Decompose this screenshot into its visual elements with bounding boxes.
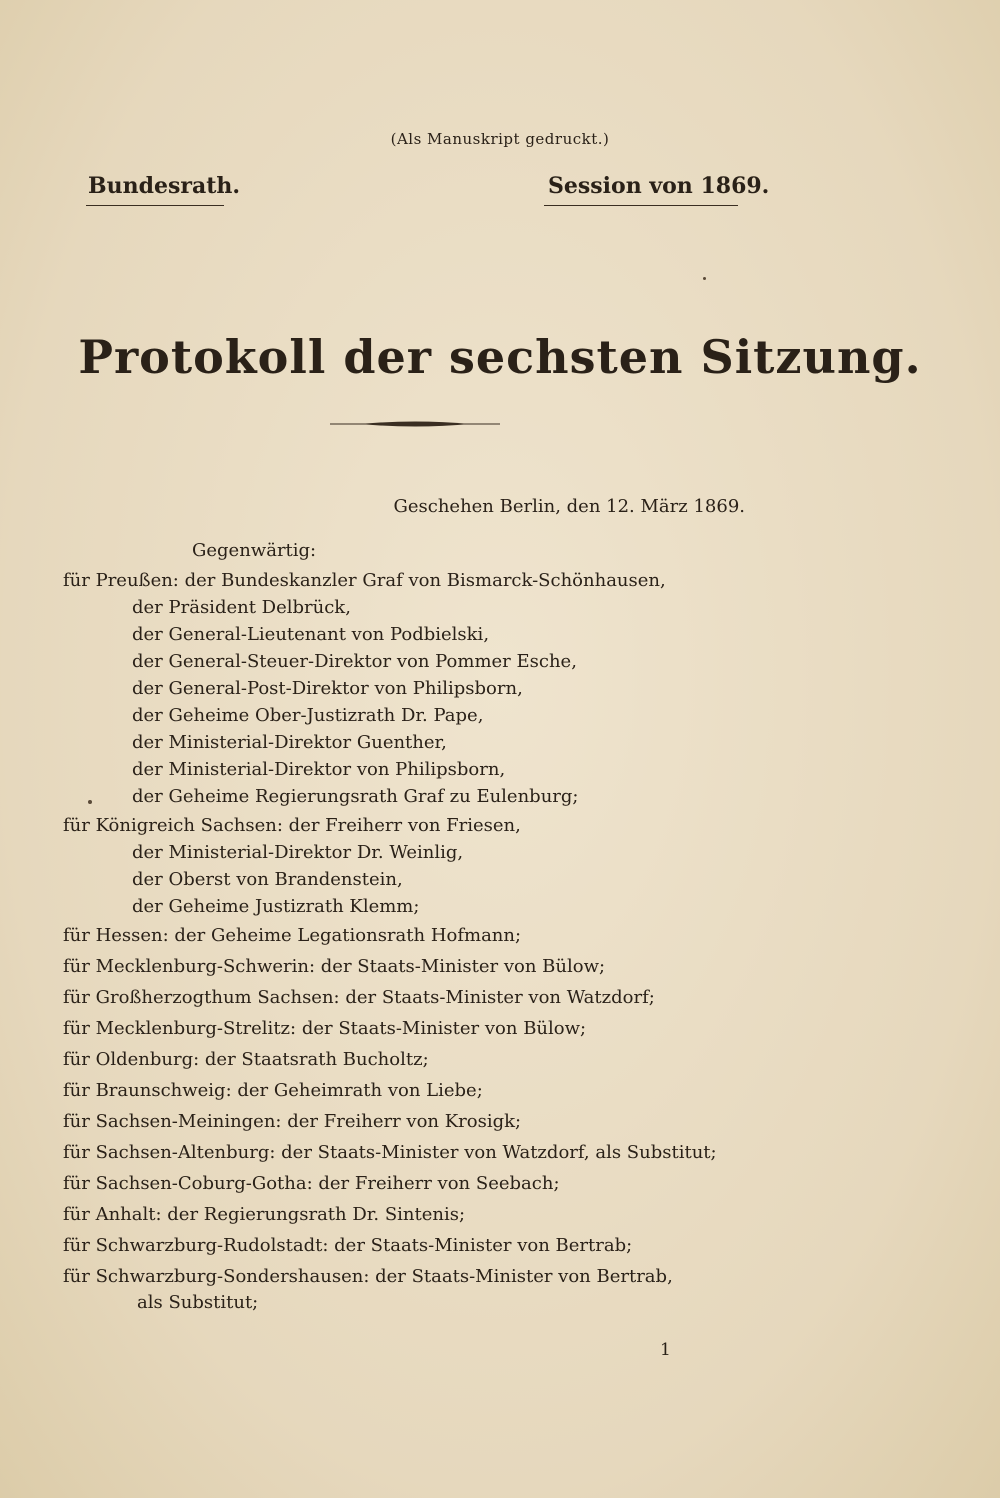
attendee-line: der Ministerial-Direktor Guenther,	[132, 732, 447, 753]
attendee-line: für Braunschweig: der Geheimrath von Liebe;	[63, 1080, 483, 1101]
attendee-line: der Geheime Regierungsrath Graf zu Eulenburg;	[132, 786, 579, 807]
attendee-line: der Oberst von Brandenstein,	[132, 869, 403, 890]
attendee-line: für Schwarzburg-Sondershausen: der Staats-Minister von Bertrab,	[63, 1266, 673, 1287]
attendee-line: als Substitut;	[137, 1292, 259, 1313]
attendee-line: der Präsident Delbrück,	[132, 597, 351, 618]
attendee-line: für Hessen: der Geheime Legationsrath Hofmann;	[63, 925, 522, 946]
attendee-line: der Ministerial-Direktor Dr. Weinlig,	[132, 842, 464, 863]
attendee-line: für Sachsen-Coburg-Gotha: der Freiherr von Seebach;	[63, 1173, 560, 1194]
attendee-line: für Mecklenburg-Schwerin: der Staats-Minister von Bülow;	[63, 956, 606, 977]
title-ornament	[330, 418, 500, 430]
attendee-line: der Geheime Justizrath Klemm;	[132, 896, 420, 917]
attendee-line: der General-Post-Direktor von Philipsborn,	[132, 678, 523, 699]
attendee-line: der General-Lieutenant von Podbielski,	[132, 624, 490, 645]
header-right: Session von 1869.	[548, 173, 770, 199]
attendee-line: für Schwarzburg-Rudolstadt: der Staats-Minister von Bertrab;	[63, 1235, 633, 1256]
attendee-line: für Königreich Sachsen: der Freiherr von Friesen,	[63, 815, 521, 836]
header-right-rule	[544, 205, 738, 207]
manuscript-note: (Als Manuskript gedruckt.)	[390, 130, 610, 148]
ink-speck	[88, 800, 92, 804]
dateline: Geschehen Berlin, den 12. März 1869.	[393, 496, 745, 517]
header-left: Bundesrath.	[88, 173, 241, 199]
attendee-line: der General-Steuer-Direktor von Pommer Esche,	[132, 651, 577, 672]
attendee-line: für Anhalt: der Regierungsrath Dr. Sintenis;	[63, 1204, 466, 1225]
attendee-line: für Sachsen-Meiningen: der Freiherr von Krosigk;	[63, 1111, 522, 1132]
page-number: 1	[660, 1340, 671, 1360]
attendee-line: für Oldenburg: der Staatsrath Bucholtz;	[63, 1049, 429, 1070]
page-title: Protokoll der sechsten Sitzung.	[78, 330, 922, 384]
attendee-line: der Geheime Ober-Justizrath Dr. Pape,	[132, 705, 484, 726]
attendee-line: für Sachsen-Altenburg: der Staats-Minister von Watzdorf, als Substitut;	[63, 1142, 717, 1163]
attendee-line: für Mecklenburg-Strelitz: der Staats-Minister von Bülow;	[63, 1018, 587, 1039]
ink-speck	[703, 277, 706, 280]
header-left-rule	[86, 205, 224, 207]
attendee-line: für Preußen: der Bundeskanzler Graf von Bismarck-Schönhausen,	[63, 570, 666, 591]
attendee-line: für Großherzogthum Sachsen: der Staats-Minister von Watzdorf;	[63, 987, 655, 1008]
present-label: Gegenwärtig:	[192, 540, 317, 561]
attendee-line: der Ministerial-Direktor von Philipsborn,	[132, 759, 506, 780]
